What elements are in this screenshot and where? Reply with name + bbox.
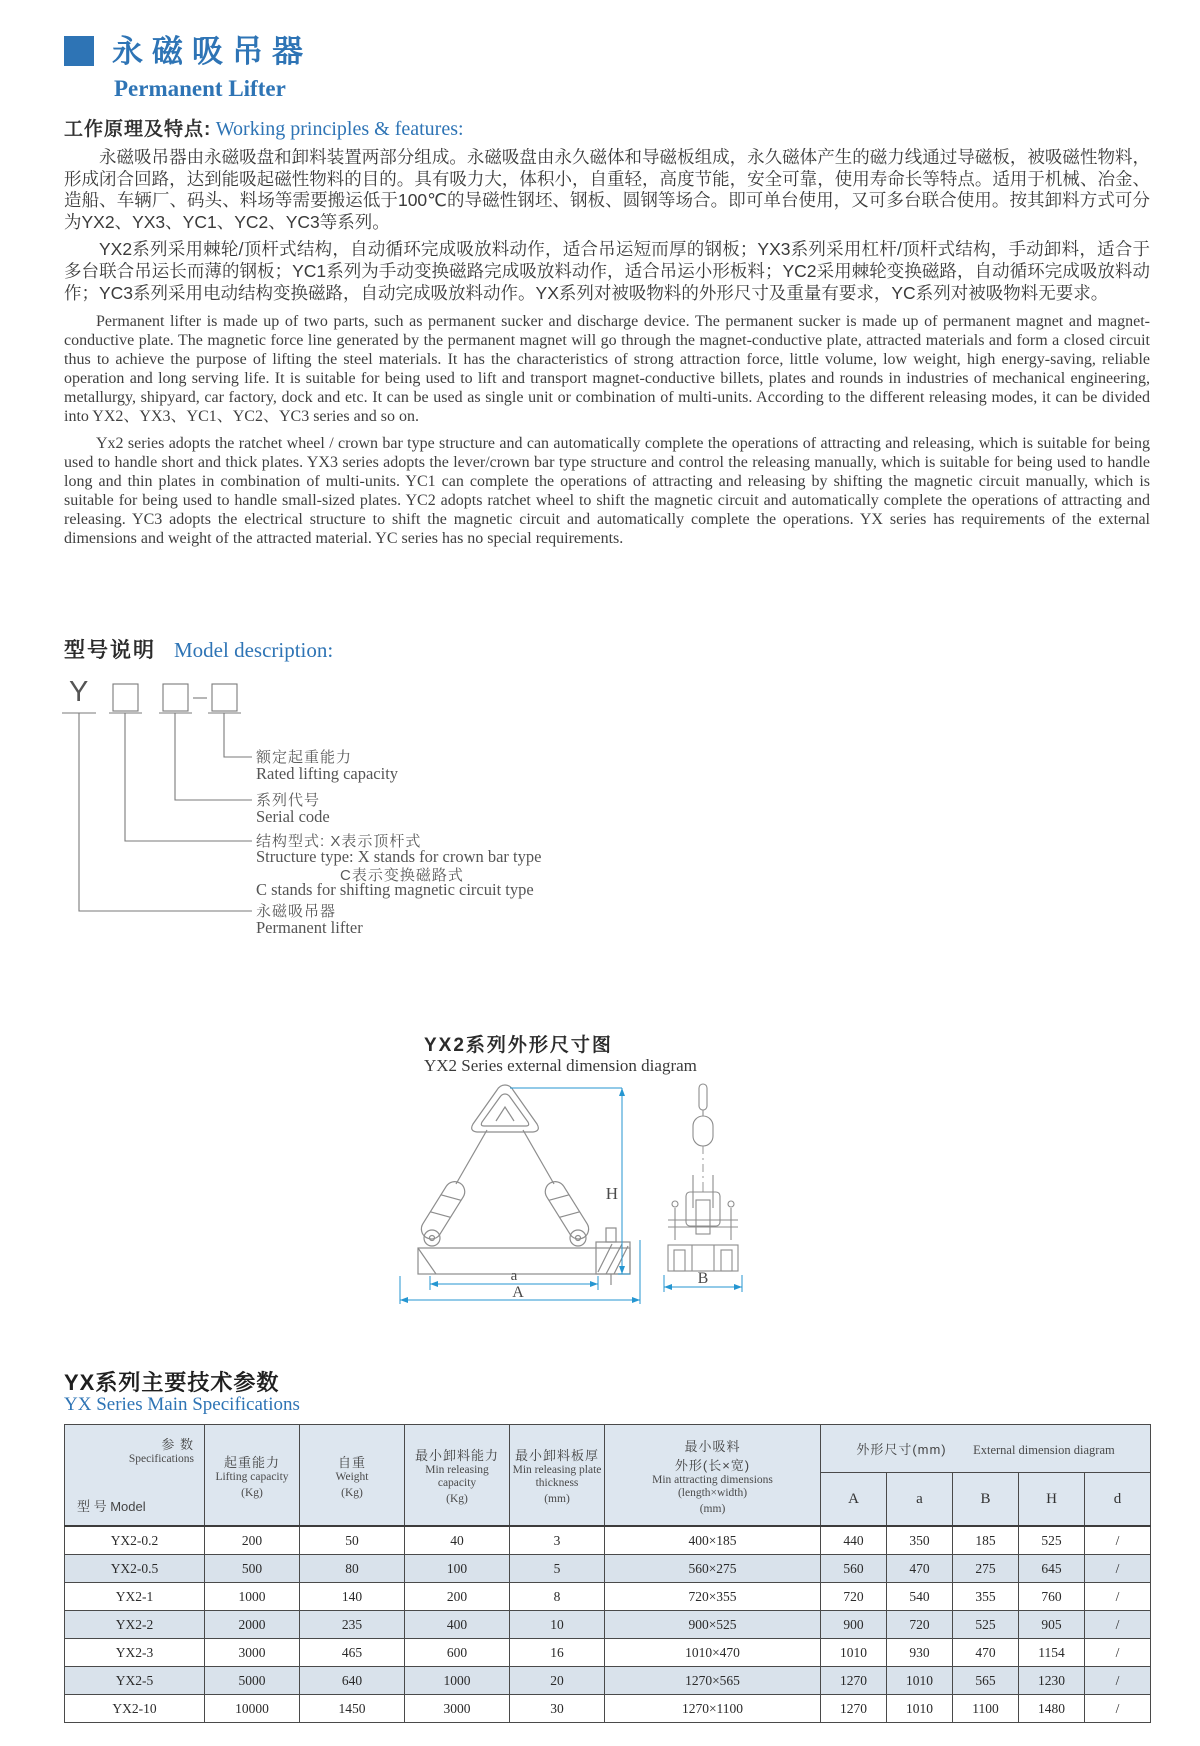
front-dimension-arrows — [400, 1088, 640, 1303]
corner-header-cell — [65, 1425, 205, 1527]
col-header-min-releasing — [405, 1425, 510, 1527]
table-row — [65, 1639, 1151, 1667]
value-cell: 1000 — [205, 1583, 300, 1611]
value-cell: 80 — [300, 1555, 405, 1583]
value-cell: 8 — [510, 1583, 605, 1611]
value-cell: 140 — [300, 1583, 405, 1611]
value-cell: 1154 — [1019, 1639, 1085, 1667]
table-row — [65, 1526, 1151, 1555]
model-cell: YX2-3 — [65, 1639, 205, 1667]
value-cell: 100 — [405, 1555, 510, 1583]
working-heading-zh: 工作原理及特点: — [64, 119, 212, 140]
value-cell: 540 — [887, 1583, 953, 1611]
model-description-heading — [64, 634, 333, 664]
col-header-weight — [300, 1425, 405, 1527]
corner-param-en: Specifications — [128, 1453, 194, 1465]
value-cell: 355 — [953, 1583, 1019, 1611]
model-cell: YX2-10 — [65, 1695, 205, 1723]
model-cell: YX2-2 — [65, 1611, 205, 1639]
col-lifting-zh: 起重能力 — [223, 1454, 280, 1470]
value-cell: 200 — [205, 1526, 300, 1555]
value-cell: 1270×1100 — [605, 1695, 821, 1723]
model-label-lifter-en: Permanent lifter — [256, 918, 363, 937]
table-row — [65, 1667, 1151, 1695]
value-cell: 400 — [405, 1611, 510, 1639]
table-row — [65, 1583, 1151, 1611]
col-group-external-dims — [821, 1425, 1151, 1473]
group-header-en: External dimension diagram — [973, 1442, 1115, 1457]
col-header-plate-thickness — [510, 1425, 605, 1527]
col-header-lifting — [205, 1425, 300, 1527]
subcol-A: A — [821, 1473, 887, 1526]
value-cell: 3 — [510, 1526, 605, 1555]
model-heading-en: Model description: — [174, 638, 334, 662]
working-heading — [64, 114, 1150, 141]
value-cell: 1230 — [1019, 1667, 1085, 1695]
model-cell: YX2-1 — [65, 1583, 205, 1611]
col-attracting-zh2: 外形(长×宽) — [674, 1457, 751, 1473]
value-cell: 440 — [821, 1526, 887, 1555]
col-releasing-unit: (Kg) — [446, 1493, 468, 1505]
value-cell: 1010 — [821, 1639, 887, 1667]
value-cell: 20 — [510, 1667, 605, 1695]
value-cell: / — [1085, 1667, 1151, 1695]
table-row — [65, 1555, 1151, 1583]
spec-table-body — [65, 1526, 1151, 1723]
value-cell: / — [1085, 1583, 1151, 1611]
col-releasing-en: Min releasing capacity — [425, 1464, 489, 1489]
dim-label-a-big: A — [512, 1284, 524, 1301]
spec-table — [64, 1424, 1151, 1723]
col-plate-unit: (mm) — [544, 1493, 570, 1505]
value-cell: 1010 — [887, 1695, 953, 1723]
model-label-structure-zh2: C表示变换磁路式 — [340, 867, 464, 884]
value-cell: 350 — [887, 1526, 953, 1555]
value-cell: 16 — [510, 1639, 605, 1667]
value-cell: 565 — [953, 1667, 1019, 1695]
title-bullet-square-icon — [64, 36, 94, 66]
value-cell: 1000 — [405, 1667, 510, 1695]
model-cell: YX2-0.2 — [65, 1526, 205, 1555]
working-paragraph-en-2: Yx2 series adopts the ratchet wheel / crown bar type structure and can automatically complete the operations of attracting and releasing, which is suitable for being used to handle short and thick plates. YX3 series adopts the lever/crown bar type structure and control the releasing manually, which is suitable for being used to handle long and thin plates in combination of multi-units. YC1 can complete the operations of attracting and releasing by shifting the magnetic circuit manually, which is suitable for being used to handle small-sized plates. YC2 adopts ratchet wheel to shift the magnetic circuit and automatically complete the operations of attracting and releasing. YC3 adopts the electrical structure to shift the magnetic circuit and automatically complete the operations. YX series has requirements of the external dimensions and weight of the attracted material. YC series has no special requirements. — [64, 435, 1150, 548]
col-releasing-zh: 最小卸料能力 — [414, 1448, 499, 1463]
value-cell: 640 — [300, 1667, 405, 1695]
value-cell: 1480 — [1019, 1695, 1085, 1723]
value-cell: 720 — [887, 1611, 953, 1639]
model-cell: YX2-0.5 — [65, 1555, 205, 1583]
working-principles-section — [64, 114, 1150, 548]
value-cell: 400×185 — [605, 1526, 821, 1555]
col-weight-zh: 自重 — [337, 1454, 366, 1470]
value-cell: / — [1085, 1639, 1151, 1667]
value-cell: 720 — [821, 1583, 887, 1611]
front-dimension-lines — [400, 1088, 640, 1304]
model-prefix-letter: Y — [69, 676, 89, 708]
value-cell: 275 — [953, 1555, 1019, 1583]
col-weight-unit: (Kg) — [341, 1486, 363, 1499]
value-cell: 200 — [405, 1583, 510, 1611]
working-paragraph-en-1: Permanent lifter is made up of two parts, such as permanent sucker and discharge device. The permanent sucker is made up of permanent magnet and magnet-conductive plate. The magnetic force line generated by the permanent magnet will go through the magnet-conductive plate, attracted materials and form a closed circuit thus to achieve the purpose of lifting the steel materials. It has the characteristics of strong attraction force, little volume, low weight, high energy-saving, reliable operation and long serving life. It is suitable for being used to lift and transport magnet-conductive billets, plates and rounds in industries of mechanical engineering, metallurgy, shipyard, car factory, dock and etc. It can be used as single unit or combination of multi-units. According to the different releasing modes, it can be divided into YX2、YX3、YC1、YC2、YC3 series and so on. — [64, 313, 1150, 426]
model-label-structure-zh: 结构型式: X表示顶杆式 — [256, 833, 422, 850]
subcol-a: a — [887, 1473, 953, 1526]
working-paragraph-zh-1: 永磁吸吊器由永磁吸盘和卸料装置两部分组成。永磁吸盘由永久磁体和导磁板组成，永久磁体产生的磁力线通过导磁板，被吸磁性物料，形成闭合回路，达到能吸起磁性物料的目的。具有吸力大，体积小，自重轻，高度节能，安全可靠，使用寿命长等特点。适用于机械、冶金、造船、车辆厂、码头、料场等需要搬运低于100℃的导磁性钢坯、钢板、圆钢等场合。即可单台使用，又可多台联合使用。按其卸料方式可分为YX2、YX3、YC1、YC2、YC3等系列。 — [64, 147, 1150, 232]
value-cell: 40 — [405, 1526, 510, 1555]
side-view-drawing — [668, 1084, 738, 1271]
spec-table-title-en: YX Series Main Specifications — [64, 1394, 300, 1415]
value-cell: 30 — [510, 1695, 605, 1723]
model-label-rated-en: Rated lifting capacity — [256, 764, 399, 783]
value-cell: 470 — [887, 1555, 953, 1583]
dim-label-h: H — [605, 1184, 618, 1203]
value-cell: 10000 — [205, 1695, 300, 1723]
dimension-diagram-title-en: YX2 Series external dimension diagram — [424, 1056, 697, 1075]
corner-model-label: 型 号 Model — [77, 1499, 146, 1514]
page-title-en: Permanent Lifter — [114, 76, 286, 101]
model-label-structure-en2: C stands for shifting magnetic circuit type — [256, 880, 534, 899]
value-cell: 525 — [1019, 1526, 1085, 1555]
working-heading-en: Working principles & features: — [215, 118, 464, 140]
value-cell: 645 — [1019, 1555, 1085, 1583]
table-row — [65, 1611, 1151, 1639]
col-lifting-unit: (Kg) — [241, 1486, 263, 1499]
value-cell: / — [1085, 1695, 1151, 1723]
dim-label-a-small: a — [510, 1268, 518, 1284]
value-cell: 235 — [300, 1611, 405, 1639]
col-attracting-unit: (mm) — [699, 1502, 726, 1515]
value-cell: 1450 — [300, 1695, 405, 1723]
col-header-min-attracting — [605, 1425, 821, 1527]
model-heading-zh: 型号说明 — [64, 639, 156, 662]
value-cell: 525 — [953, 1611, 1019, 1639]
value-cell: 760 — [1019, 1583, 1085, 1611]
value-cell: 900×525 — [605, 1611, 821, 1639]
value-cell: 5000 — [205, 1667, 300, 1695]
corner-param-zh: 参 数 — [161, 1437, 194, 1452]
group-header-zh: 外形尺寸(mm) — [856, 1441, 947, 1457]
working-paragraph-zh-2: YX2系列采用棘轮/顶杆式结构，自动循环完成吸放料动作，适合吊运短而厚的钢板；YX3系列采用杠杆/顶杆式结构，手动卸料，适合于多台联合吊运长而薄的钢板；YC1系列为手动变换磁路完成吸放料动作，适合吊运小形板料；YC2采用棘轮变换磁路，自动循环完成吸放料动作；YC3系列采用电动结构变换磁路，自动完成吸放料动作。YX系列对被吸物料的外形尺寸及重量有要求，YC系列对被吸物料无要求。 — [64, 239, 1150, 303]
front-view-drawing — [418, 1085, 630, 1285]
col-attracting-en2: (length×width) — [677, 1486, 748, 1499]
yx2-dimension-drawing — [390, 1080, 770, 1315]
value-cell: 1010 — [887, 1667, 953, 1695]
value-cell: / — [1085, 1555, 1151, 1583]
col-weight-en: Weight — [335, 1470, 369, 1483]
col-plate-en: Min releasing plate thickness — [512, 1464, 602, 1489]
model-label-lifter-zh: 永磁吸吊器 — [256, 903, 337, 920]
value-cell: 930 — [887, 1639, 953, 1667]
value-cell: 1010×470 — [605, 1639, 821, 1667]
value-cell: 720×355 — [605, 1583, 821, 1611]
col-attracting-en: Min attracting dimensions — [652, 1473, 773, 1486]
model-label-structure-en: Structure type: X stands for crown bar type — [256, 847, 542, 866]
value-cell: 1100 — [953, 1695, 1019, 1723]
subcol-H: H — [1019, 1473, 1085, 1526]
value-cell: 470 — [953, 1639, 1019, 1667]
value-cell: / — [1085, 1611, 1151, 1639]
value-cell: 600 — [405, 1639, 510, 1667]
page-title-zh: 永磁吸吊器 — [112, 34, 312, 69]
value-cell: 1270 — [821, 1695, 887, 1723]
col-lifting-en: Lifting capacity — [215, 1470, 289, 1483]
model-label-serial-zh: 系列代号 — [256, 792, 321, 809]
col-attracting-zh: 最小吸料 — [684, 1438, 741, 1454]
subcol-B: B — [953, 1473, 1019, 1526]
value-cell: 3000 — [405, 1695, 510, 1723]
model-cell: YX2-5 — [65, 1667, 205, 1695]
model-label-serial-en: Serial code — [256, 807, 330, 826]
value-cell: 5 — [510, 1555, 605, 1583]
spec-table-title-zh: YX系列主要技术参数 — [64, 1370, 280, 1395]
subcol-d: d — [1085, 1473, 1151, 1526]
model-label-rated-zh: 额定起重能力 — [256, 749, 353, 766]
value-cell: 465 — [300, 1639, 405, 1667]
value-cell: 2000 — [205, 1611, 300, 1639]
value-cell: 185 — [953, 1526, 1019, 1555]
value-cell: 500 — [205, 1555, 300, 1583]
value-cell: 1270×565 — [605, 1667, 821, 1695]
value-cell: 560 — [821, 1555, 887, 1583]
value-cell: 10 — [510, 1611, 605, 1639]
value-cell: 905 — [1019, 1611, 1085, 1639]
dim-label-b: B — [697, 1270, 709, 1287]
value-cell: 900 — [821, 1611, 887, 1639]
value-cell: / — [1085, 1526, 1151, 1555]
col-plate-zh: 最小卸料板厚 — [514, 1448, 599, 1463]
table-row — [65, 1695, 1151, 1723]
dimension-diagram-title-zh: YX2系列外形尺寸图 — [424, 1035, 613, 1056]
value-cell: 1270 — [821, 1667, 887, 1695]
value-cell: 3000 — [205, 1639, 300, 1667]
value-cell: 50 — [300, 1526, 405, 1555]
value-cell: 560×275 — [605, 1555, 821, 1583]
